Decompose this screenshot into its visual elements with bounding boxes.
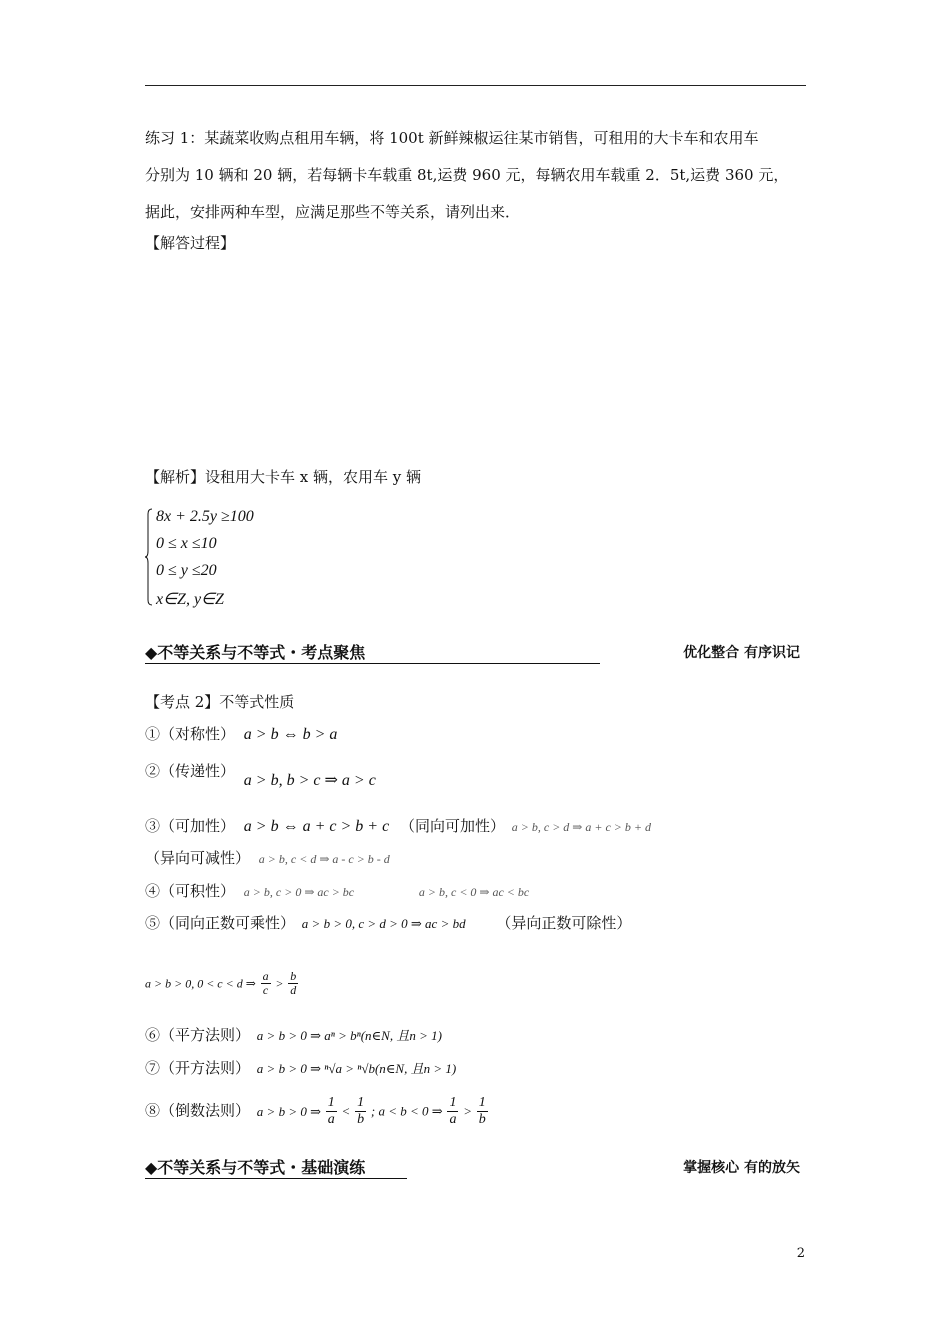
property-5b: a > b > 0, 0 < c < d ⇒ $\frac{a}{c}$ > $\frac{b}{d}$: [145, 969, 297, 997]
property-label: ④（可积性）: [145, 882, 236, 900]
property-7: [145, 1057, 456, 1080]
property-formula: a > b, c > 0 ⇒ ac > bc: [243, 885, 355, 899]
banner-title: ◆不等关系与不等式・考点聚焦: [145, 643, 366, 662]
property-formula: a > b > 0 ⇒ aⁿ > bⁿ(n∈N, 且n > 1): [256, 1028, 442, 1043]
property-label: ⑤（同向正数可乘性）: [145, 914, 296, 932]
property-label: ③（可加性）: [145, 817, 236, 835]
property-1: [145, 723, 337, 746]
inequality-system: [145, 506, 285, 610]
kaodian-heading: 【考点 2】不等式性质: [145, 693, 295, 711]
page-number: 2: [796, 1246, 805, 1261]
banner-slogan: 掌握核心 有的放矢: [683, 1160, 800, 1176]
solution-heading: 【解答过程】: [145, 234, 236, 252]
property-3: [145, 815, 651, 838]
exercise-line-1: 练习 1：某蔬菜收购点租用车辆，将 100t 新鲜辣椒运往某市销售，可租用的大卡车和农用车: [145, 129, 759, 147]
property-formula: a > b, b > c ⇒ a > c: [243, 772, 376, 789]
fraction-a-over-c: $\frac{a}{c}$: [262, 969, 269, 997]
property-4: [145, 880, 529, 903]
exercise-line-2: 分别为 10 辆和 20 辆，若每辆卡车载重 8t,运费 960 元，每辆农用车载重 2．5t,运费 360 元，: [145, 166, 789, 184]
header-rule: [145, 85, 806, 86]
system-line-1: 8x + 2.5y ≥100: [156, 508, 254, 525]
property-formula: a > b > 0, c > d > 0 ⇒ ac > bd: [301, 916, 466, 931]
fraction-1-over-a-2: $\frac{1}{a}$: [449, 1095, 457, 1127]
fraction-1-over-b-2: $\frac{1}{b}$: [478, 1095, 486, 1127]
property-label: ⑧（倒数法则）: [145, 1101, 251, 1120]
system-line-4: x∈Z, y∈Z: [156, 591, 224, 608]
property-formula-2: a > b, c < 0 ⇒ ac < bc: [418, 885, 530, 899]
banner-slogan: 优化整合 有序识记: [683, 645, 800, 661]
property-8: ⑧（倒数法则） a > b > 0 ⇒ $\frac{1}{a}$ < $\frac{1}{b}$ ; a < b < 0 ⇒ $\frac{1}{a}$ > $\frac{1}{b}$: [145, 1095, 486, 1127]
section-banner-focus: [145, 640, 806, 666]
property-formula-2: a > b, c > d ⇒ a + c > b + d: [511, 820, 651, 834]
fraction-b-over-d: $\frac{b}{d}$: [290, 969, 297, 997]
property-5: [145, 912, 631, 935]
fraction-1-over-b: $\frac{1}{b}$: [357, 1095, 365, 1127]
section-banner-practice: [145, 1155, 806, 1181]
property-6: [145, 1024, 442, 1047]
property-formula: a > b ⇔ b > a: [243, 726, 338, 743]
left-brace-icon: [145, 508, 153, 606]
property-label: （异向可减性）: [145, 849, 251, 867]
property-note: （异向正数可除性）: [496, 914, 632, 932]
analysis-text: 【解析】设租用大卡车 x 辆，农用车 y 辆: [145, 468, 422, 486]
property-label: ①（对称性）: [145, 725, 236, 743]
banner-underline: [145, 1178, 407, 1179]
property-label: ⑦（开方法则）: [145, 1059, 251, 1077]
fraction-1-over-a: $\frac{1}{a}$: [327, 1095, 335, 1127]
banner-underline: [145, 663, 600, 664]
property-note: （同向可加性）: [399, 817, 505, 835]
property-formula: a > b > 0 ⇒ ⁿ√a > ⁿ√b(n∈N, 且n > 1): [256, 1061, 457, 1076]
property-2: [145, 760, 376, 789]
system-line-2: 0 ≤ x ≤10: [156, 535, 217, 552]
property-label: ②（传递性）: [145, 762, 236, 780]
property-formula: a > b, c < d ⇒ a - c > b - d: [258, 852, 390, 866]
property-3b: [145, 847, 390, 870]
property-formula: a > b ⇔ a + c > b + c: [243, 818, 390, 835]
property-label: ⑥（平方法则）: [145, 1026, 251, 1044]
property-formula: a > b > 0, 0 < c < d ⇒: [145, 976, 256, 991]
exercise-line-3: 据此，安排两种车型，应满足那些不等关系，请列出来．: [145, 203, 521, 221]
banner-title: ◆不等关系与不等式・基础演练: [145, 1158, 366, 1177]
system-line-3: 0 ≤ y ≤20: [156, 562, 217, 579]
